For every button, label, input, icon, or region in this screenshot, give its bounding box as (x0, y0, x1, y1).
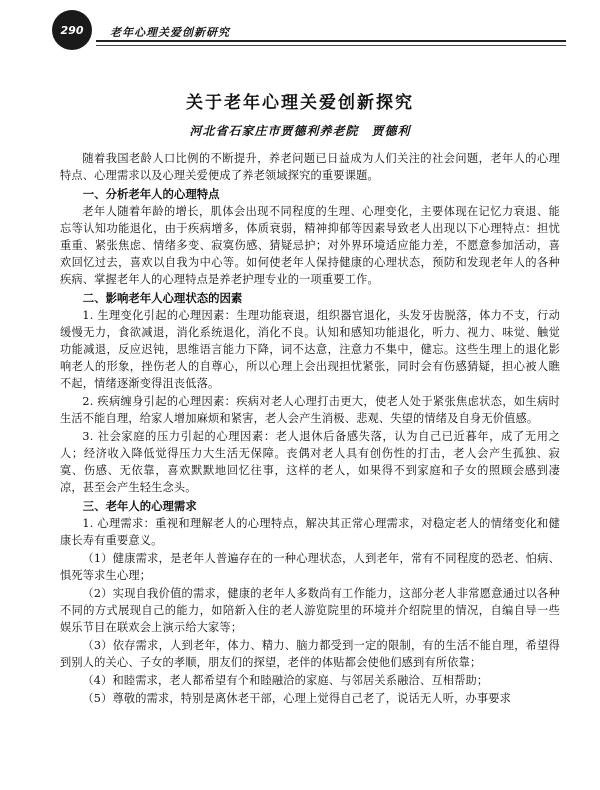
section-2-heading: 二、影响老年人心理状态的因素 (82, 291, 243, 305)
section-3-paragraph-1: 1. 心理需求：重视和理解老人的心理特点，解决其正常心理需求，对稳定老人的情绪变化和健康长寿有重要意义。 (60, 517, 560, 547)
section-3-paragraph-5: （4）和睦需求，老人都希望有个和睦融洽的家庭、与邻居关系融洽、互相帮助； (82, 674, 489, 687)
author-line: 河北省石家庄市贾德利养老院 贾德利 (189, 124, 411, 138)
page-header (0, 0, 600, 58)
header-divider (96, 40, 566, 42)
article-body (60, 150, 560, 708)
section-3-paragraph-2: （1）健康需求，是老年人普遍存在的一种心理状态，人到老年，常有不同程度的恐老、怕病、惧死等求生心理； (60, 552, 560, 582)
page-number-badge: 290 (52, 10, 92, 50)
section-1-heading: 一、分析老年人的心理特点 (82, 187, 220, 201)
section-2-paragraph-3: 3. 社会家庭的压力引起的心理因素：老人退休后备感失落，认为自己已近暮年，成了无用之人；经济收入降低觉得压力大生活无保障。丧偶对老人具有创伤性的打击，老人会产生孤独、寂寞、伤感、无依靠，喜欢默默地回忆往事，这样的老人，如果得不到家庭和子女的照顾会感到凄凉，甚至会产生轻生念头。 (60, 430, 560, 494)
intro-paragraph: 随着我国老龄人口比例的不断提升，养老问题已日益成为人们关注的社会问题，老年人的心理特点、心理需求以及心理关爱便成了养老领域探究的重要课题。 (60, 152, 560, 182)
section-2-paragraph-1: 1. 生理变化引起的心理因素：生理功能衰退，组织器官退化，头发牙齿脱落，体力不支，行动缓慢无力，食欲减退，消化系统退化，消化不良。认知和感知功能退化，听力、视力、味觉、触觉功能减退，反应迟钝，思维语言能力下降，词不达意，注意力不集中，健忘。这些生理上的退化影响老人的形象，挫伤老人的自尊心，所以心理上会出现担忧紧张，同时会有伤感猜疑，担心被人瞧不起，情绪逐渐变得沮丧低落。 (60, 309, 560, 390)
section-3-paragraph-3: （2）实现自我价值的需求，健康的老年人多数尚有工作能力，这部分老人非常愿意通过以各种不同的方式展现自己的能力，如陪新入住的老人游览院里的环境并介绍院里的情况，自编自导一些娱乐节目在联欢会上演示给大家等； (60, 587, 560, 634)
section-3-heading: 三、老年人的心理需求 (82, 499, 197, 513)
section-3-paragraph-6: （5）尊敬的需求，特别是离休老干部，心理上觉得自己老了，说话无人听，办事要求 (82, 692, 512, 705)
section-3-paragraph-4: （3）依存需求，人到老年，体力、精力、脑力都受到一定的限制，有的生活不能自理，希望得到别人的关心、子女的孝顺，朋友们的探望，老伴的体贴都会使他们感到有所依靠； (60, 639, 560, 669)
article-title: 关于老年心理关爱创新探究 (186, 93, 414, 113)
section-1-paragraph: 老年人随着年龄的增长，肌体会出现不同程度的生理、心理变化，主要体现在记忆力衰退、能忘等认知功能退化，由于疾病增多，体质衰弱，精神抑郁等因素导致老人出现以下心理特点：担忧重重、紧张焦虑、情绪多变、寂寞伤感、猜疑忌护；对外界环境适应能力差，不愿意参加活动，喜欢回忆过去，喜欢以自我为中心等。如何使老年人保持健康的心理状态，预防和发现老年人的各种疾病、掌握老年人的心理特点是养老护理专业的一项重要工作。 (60, 205, 560, 286)
header-divider-thin (96, 45, 566, 46)
running-title: 老年心理关爱创新研究 (110, 26, 230, 39)
section-2-paragraph-2: 2. 疾病缠身引起的心理因素：疾病对老人心理打击更大，使老人处于紧张焦虑状态，如生病时生活不能自理，给家人增加麻烦和紧害，老人会产生消极、悲观、失望的情绪及自身无价值感。 (60, 395, 560, 425)
